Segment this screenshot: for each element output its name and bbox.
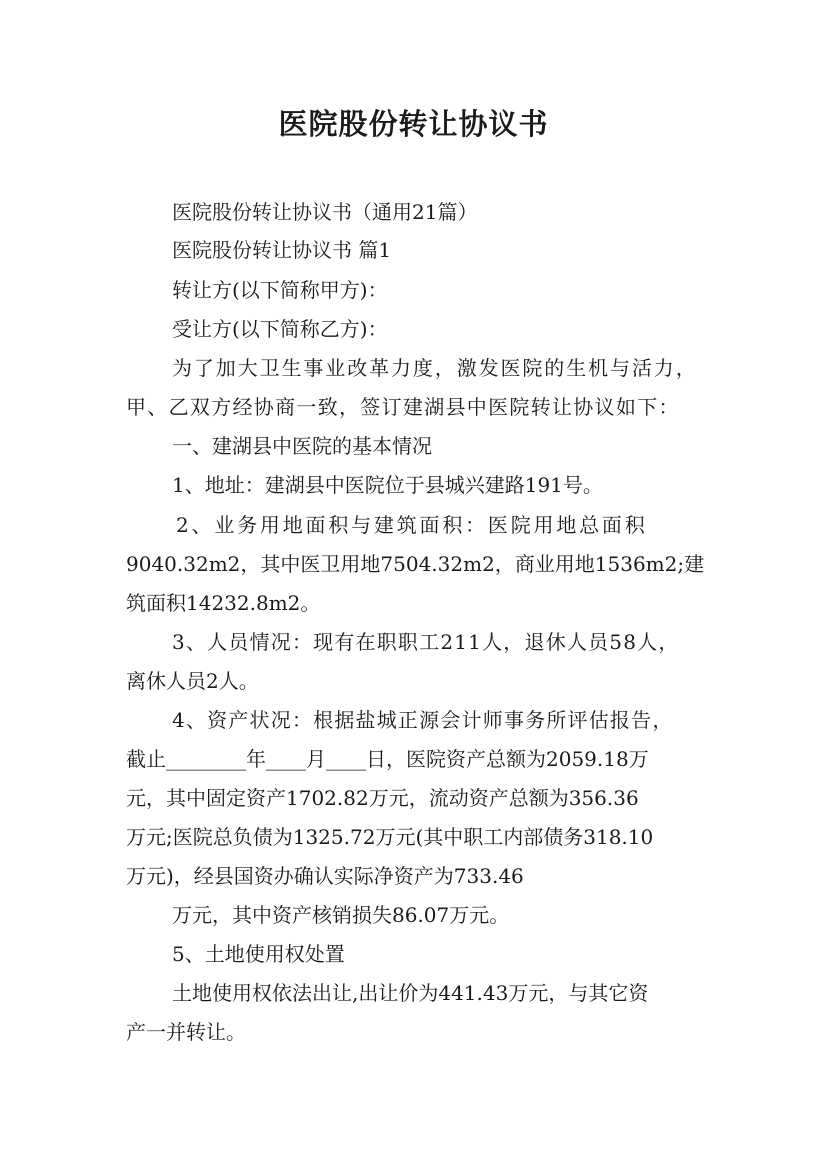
subtitle-line: 医院股份转让协议书（通用21篇） <box>172 200 478 224</box>
subheading-basic-info: 一、建湖县中医院的基本情况 <box>172 434 432 458</box>
paragraph-line: 万元)，经县国资办确认实际净资产为733.46 <box>126 864 524 888</box>
subheading-land-use: 5、土地使用权处置 <box>172 942 345 966</box>
section-heading: 医院股份转让协议书 篇1 <box>172 238 392 262</box>
paragraph-line: 9040.32m2，其中医卫用地7504.32m2，商业用地1536m2;建 <box>126 552 705 576</box>
paragraph-line: 甲、乙双方经协商一致，签订建湖县中医院转让协议如下： <box>126 395 680 419</box>
paragraph-line: 元，其中固定资产1702.82万元，流动资产总额为356.36 <box>126 786 639 810</box>
paragraph-line: 2、业务用地面积与建筑面积：医院用地总面积 <box>176 513 648 537</box>
paragraph-line: 万元，其中资产核销损失86.07万元。 <box>172 903 510 927</box>
paragraph-line: 土地使用权依法出让,出让价为441.43万元，与其它资 <box>172 981 649 1005</box>
paragraph-line: 产一并转让。 <box>126 1020 246 1044</box>
paragraph-line: 筑面积14232.8m2。 <box>126 591 321 615</box>
paragraph-line: 为了加大卫生事业改革力度，激发医院的生机与活力， <box>172 356 698 380</box>
transferor-line: 转让方(以下简称甲方)： <box>172 278 388 302</box>
paragraph-line: 3、人员情况：现有在职职工211人，退休人员58人， <box>172 630 680 654</box>
paragraph-line: 1、地址：建湖县中医院位于县城兴建路191号。 <box>172 473 603 497</box>
paragraph-line: 离休人员2人。 <box>126 669 259 693</box>
paragraph-line: 万元;医院总负债为1325.72万元(其中职工内部债务318.10 <box>126 825 654 849</box>
document-title: 医院股份转让协议书 <box>278 107 549 141</box>
transferee-line: 受让方(以下简称乙方)： <box>172 317 388 341</box>
paragraph-line: 截止________年____月____日，医院资产总额为2059.18万 <box>126 747 649 771</box>
paragraph-line: 4、资产状况：根据盐城正源会计师事务所评估报告， <box>172 708 674 732</box>
